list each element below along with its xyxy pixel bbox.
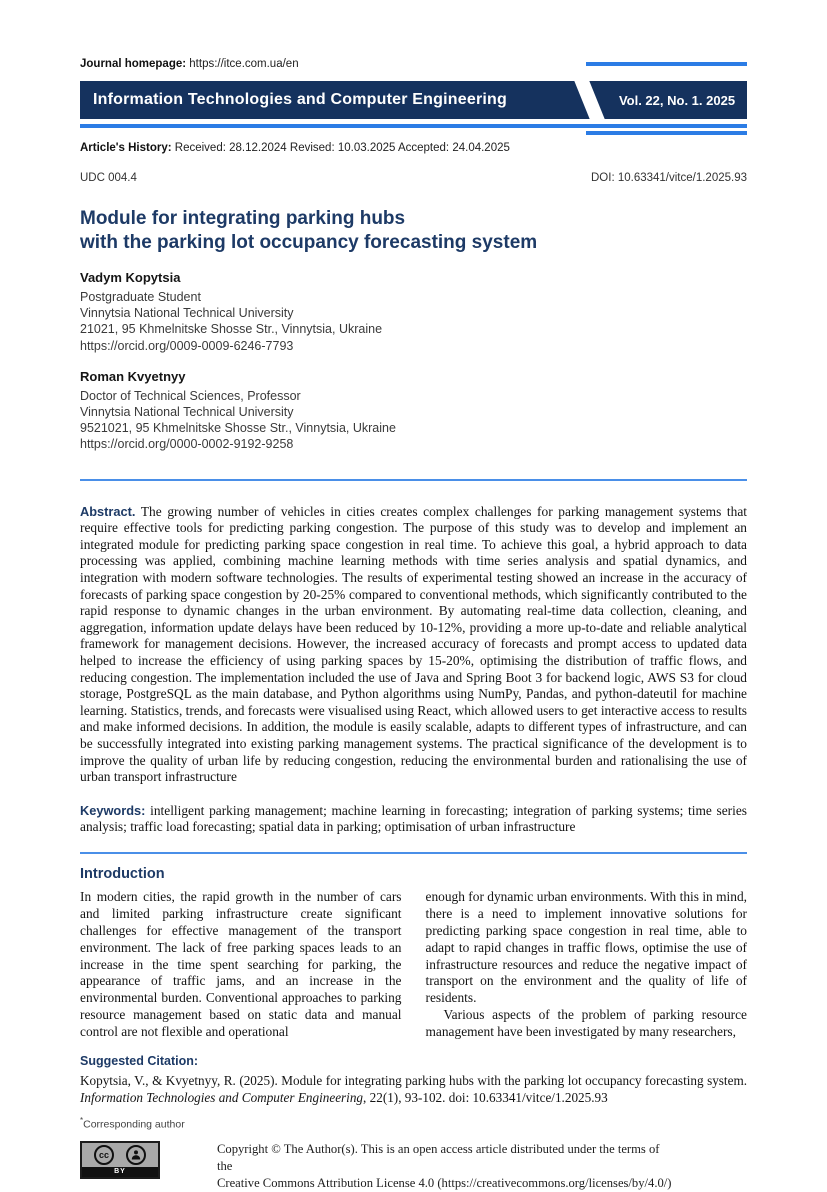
revised-label: Revised: — [289, 142, 335, 154]
doi-link[interactable]: DOI: 10.63341/vitce/1.2025.93 — [591, 172, 747, 184]
author-address: 21021, 95 Khmelnitske Shosse Str., Vinnytsia, Ukraine — [80, 322, 383, 337]
banner-underline-right-accent — [586, 131, 747, 135]
cc-icon: cc — [94, 1145, 114, 1165]
journal-homepage-link[interactable]: https://itce.com.ua/en — [189, 58, 299, 70]
intro-paragraph: Various aspects of the problem of parking resource management have been investigated by many researchers, — [425, 1007, 747, 1040]
journal-banner — [80, 81, 747, 119]
copyright-notice — [217, 1141, 672, 1192]
author-block-1 — [80, 270, 747, 354]
author-role: Postgraduate Student — [80, 290, 201, 304]
copyright-line2: Creative Commons Attribution License 4.0 (https://creativecommons.org/licenses/by/4.0/) — [217, 1175, 672, 1190]
cc-by-badge[interactable] — [80, 1141, 160, 1179]
article-title-line2: with the parking lot occupancy forecasting system — [80, 232, 538, 253]
journal-homepage — [80, 58, 299, 70]
meta-row — [80, 172, 747, 184]
author-orcid-link[interactable]: https://orcid.org/0000-0002-9192-9258 — [80, 437, 294, 452]
introduction-column-right — [426, 889, 748, 1041]
author-block-2 — [80, 369, 747, 453]
received-label: Received: — [174, 142, 226, 154]
article-title-line1: Module for integrating parking hubs — [80, 208, 406, 229]
revised-date: 10.03.2025 — [337, 142, 396, 154]
footnote-text: Corresponding author — [83, 1118, 185, 1131]
license-row — [80, 1141, 747, 1192]
keywords-text: intelligent parking management; machine learning in forecasting; integration of parking systems; time series analysis; traffic load forecasting; spatial data in parking; optimisation of urban infrastructure — [80, 802, 747, 835]
article-history-label: Article's History: — [80, 142, 172, 154]
issue-label: Vol. 22, No. 1. 2025 — [618, 92, 736, 108]
author-address: 9521021, 95 Khmelnitske Shosse Str., Vinnytsia, Ukraine — [80, 421, 396, 436]
citation-journal-name: Information Technologies and Computer Engineering — [80, 1090, 364, 1106]
author-affiliation: Vinnytsia National Technical University — [80, 306, 294, 321]
journal-homepage-row — [80, 56, 747, 72]
suggested-citation-heading: Suggested Citation: — [80, 1054, 199, 1069]
author-orcid-link[interactable]: https://orcid.org/0009-0009-6246-7793 — [80, 338, 294, 353]
top-right-accent-line — [586, 62, 747, 66]
journal-title: Information Technologies and Computer Engineering — [93, 91, 507, 108]
copyright-line1: Copyright © The Author(s). This is an open access article distributed under the terms of the — [217, 1141, 660, 1173]
accepted-date: 24.04.2025 — [452, 142, 510, 154]
suggested-citation-text — [80, 1072, 747, 1106]
author-role: Doctor of Technical Sciences, Professor — [80, 388, 301, 403]
cc-by-label: BY — [82, 1167, 158, 1177]
author-name: Roman Kvyetnyy — [80, 368, 186, 384]
corresponding-author-footnote — [80, 1116, 747, 1131]
keywords-paragraph — [80, 803, 747, 836]
banner-underline — [80, 124, 747, 128]
author-affiliation: Vinnytsia National Technical University — [80, 405, 294, 420]
abstract-label: Abstract. — [80, 503, 136, 519]
abstract-text: The growing number of vehicles in cities creates complex challenges for parking management systems that require effective tools for predicting parking congestion. The purpose of this study was to develop and implement an integrated module for predicting parking space congestion in real time. To achieve this goal, a hybrid approach to data processing was applied, combining machine learning methods with time series analysis and spatial dynamics, and integration with modern software technologies. The results of experimental testing showed an increase in the accuracy of forecasts of parking space congestion by 20-25% compared to conventional methods, which significantly contributed to the rapid response to dynamic changes in the urban environment. By automating real-time data collection, cleaning, and aggregation, information update delays have been reduced by 10-12%, providing a more up-to-date and reliable analytical framework for management decisions. However, the increased accuracy of forecasts and prompt access to updated data helped to increase the efficiency of using parking spaces by 15-20%, optimising the distribution of traffic flows, and reducing congestion. The implementation included the use of Java and Spring Boot 3 for backend logic, AWS S3 for cloud storage, PostgreSQL as the main database, and Python algorithms using NumPy, Pandas, and python-dateutil for machine learning. Statistics, trends, and forecasts were visualised using React, which allowed users to get interactive access to results and make informed decisions. In addition, the module is easily scalable, adapts to different types of infrastructure, and can be successfully integrated into existing parking management systems. The practical significance of the development is to improve the quality of urban life by reducing congestion, reducing the environmental burden and rationalising the use of urban transport infrastructure — [80, 503, 748, 785]
introduction-columns — [80, 889, 747, 1041]
journal-homepage-label: Journal homepage: — [80, 58, 187, 70]
abstract-paragraph — [80, 504, 747, 786]
citation-post: , 22(1), 93-102. doi: 10.63341/vitce/1.2025.93 — [363, 1090, 608, 1106]
article-title — [80, 207, 747, 255]
person-icon — [126, 1145, 146, 1165]
article-history — [80, 142, 747, 154]
keywords-label: Keywords: — [80, 802, 146, 818]
abstract-top-divider — [80, 479, 747, 481]
cc-badge-icons — [82, 1143, 158, 1167]
citation-pre: Kopytsia, V., & Kvyetnyy, R. (2025). Module for integrating parking hubs with the parking lot occupancy forecasting system. — [80, 1073, 747, 1089]
banner-diagonal-stripe — [573, 81, 607, 119]
accepted-label: Accepted: — [397, 142, 450, 154]
keywords-bottom-divider — [80, 852, 747, 854]
introduction-heading: Introduction — [80, 865, 165, 882]
footnote-marker: * — [80, 1116, 84, 1126]
udc-code: UDC 004.4 — [80, 172, 137, 184]
author-name: Vadym Kopytsia — [80, 270, 181, 285]
intro-paragraph: enough for dynamic urban environments. With this in mind, there is a need to implement innovative solutions for predicting parking space congestion in real time, able to adapt to rapid changes in traffic flows, optimise the use of infrastructure resources and reduce the negative impact of transport on the environment and the quality of life of residents. — [425, 888, 747, 1006]
received-date: 28.12.2024 — [229, 142, 287, 154]
intro-paragraph: In modern cities, the rapid growth in the number of cars and limited parking infrastructure create significant challenges for effective management of the transport environment. The lack of free parking spaces leads to an increase in the time spent searching for parking, the appearance of traffic jams, and an increase in the environmental burden. Conventional approaches to parking resource management based on static data and manual control are not flexible and operational — [80, 888, 402, 1040]
introduction-column-left — [80, 889, 402, 1041]
